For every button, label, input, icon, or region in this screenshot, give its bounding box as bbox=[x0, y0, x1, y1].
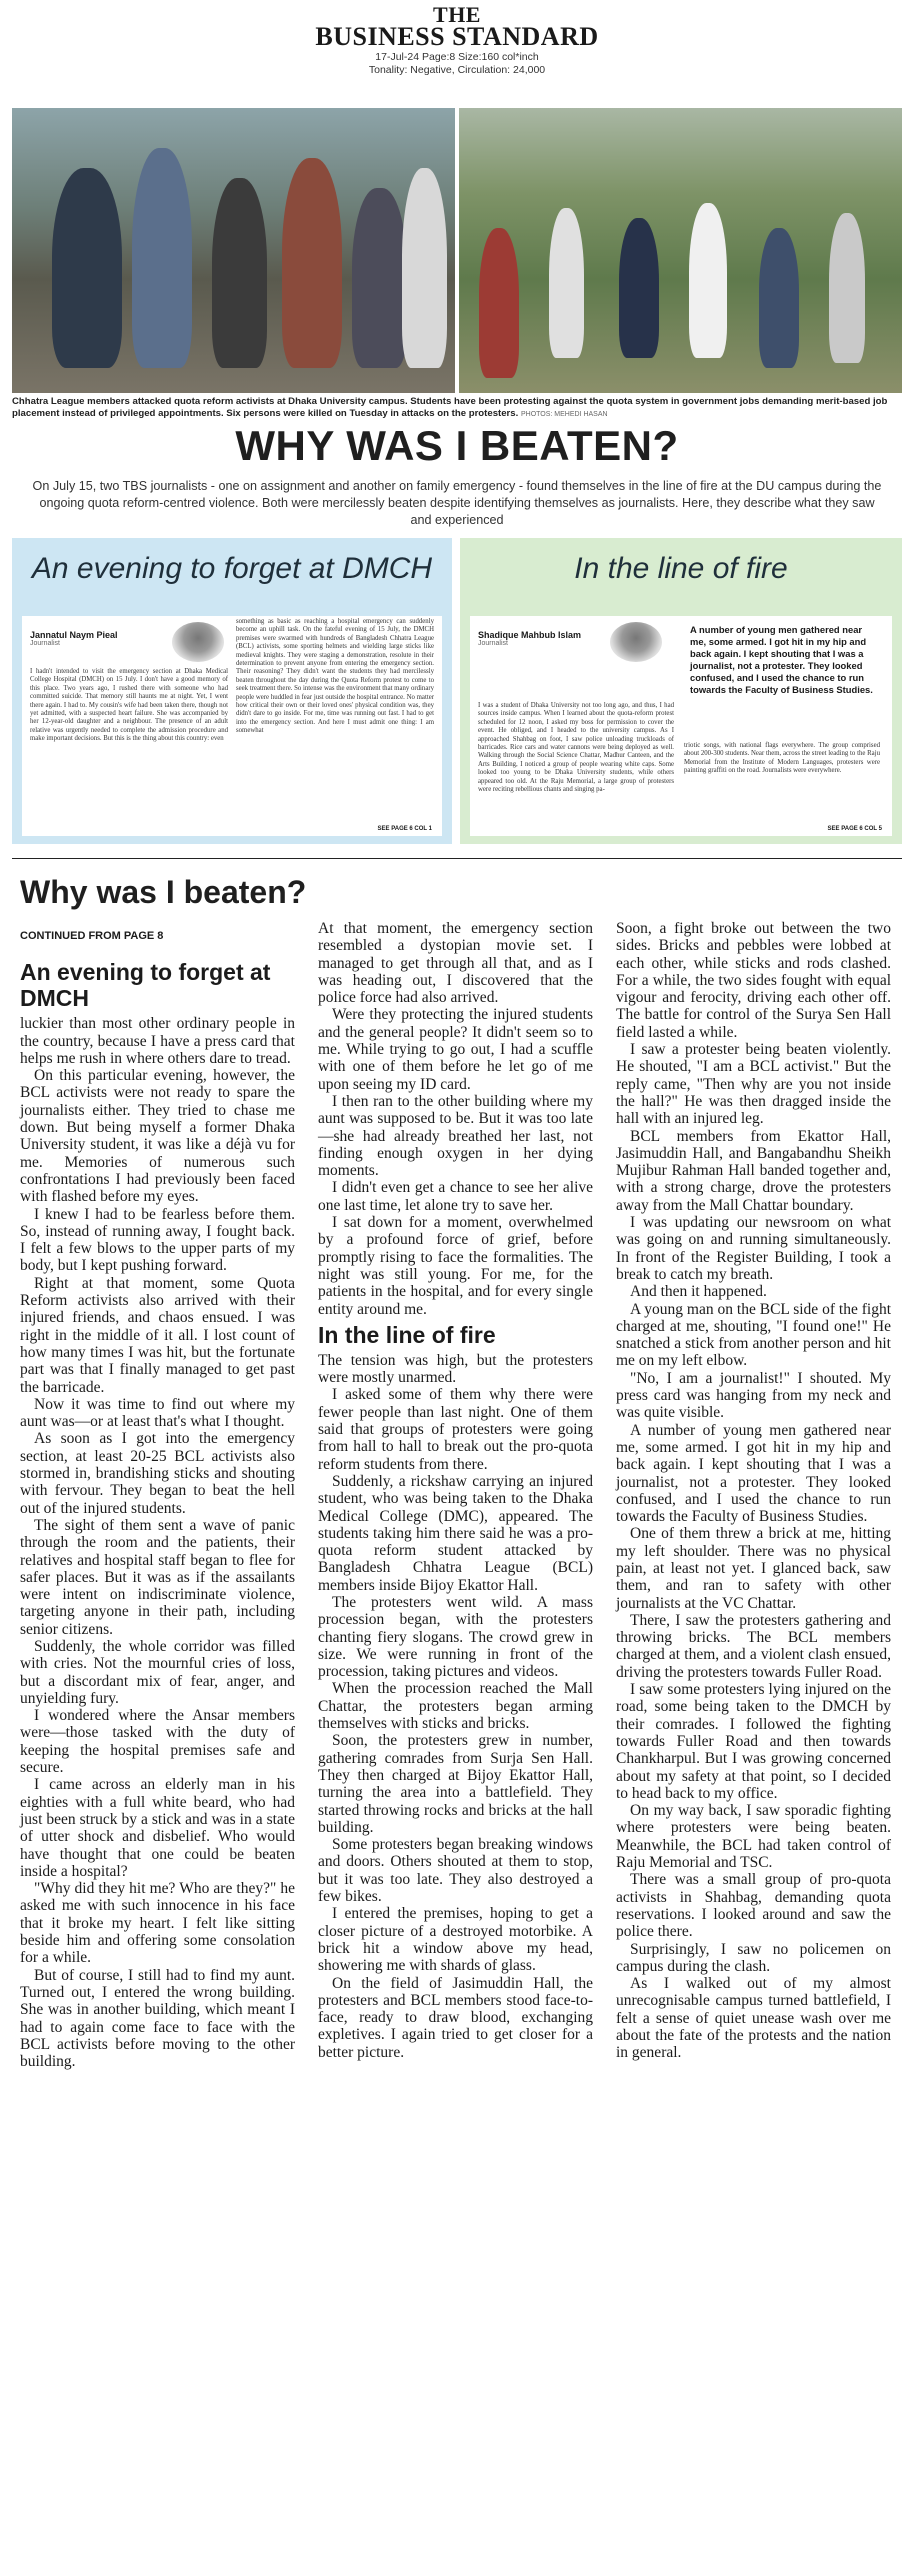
meta-line-2: Tonality: Negative, Circulation: 24,000 bbox=[368, 64, 546, 76]
article-paragraph: And then it happened. bbox=[630, 1283, 767, 1301]
see-page-link[interactable]: SEE PAGE 6 COL 1 bbox=[377, 826, 432, 832]
byline-right bbox=[478, 630, 581, 647]
article-paragraph: Right at that moment, some Quota Reform activists also arrived with their injured friends, and chaos ensued. I was right in the middle of it all. I lost count of how many times I was hit, but the fortunate part was that I finally managed to get past the barricade. bbox=[20, 1274, 295, 1396]
article-paragraph: "Why did they hit me? Who are they?" he asked me with such innocence in his face that it broke my heart. I felt like sitting beside him and offering some consolation for a while. bbox=[20, 1880, 295, 1967]
byline-left bbox=[30, 630, 118, 647]
article-paragraph: I came across an elderly man in his eighties with a full white beard, who had just been struck by a stick and was in a state of utter shock and disbelief. Who would have thought that one could be beaten inside a hospital? bbox=[20, 1776, 295, 1880]
caption-text: Chhatra League members attacked quota reform activists at Dhaka University campus. Students have been protesting against the quota system in government jobs demanding merit-based job placement instead of privileged appointments. Six persons were killed on Tuesday in attacks on the protesters. bbox=[12, 396, 888, 419]
article-paragraph: On this particular evening, however, the BCL activists were not ready to spare the journalists either. They tried to chase me down. But being myself a former Dhaka University student, it was like a déjà vu for me. Memories of numerous such confrontations I had previously been faced with flashed before my eyes. bbox=[20, 1067, 295, 1206]
article-paragraph: There, I saw the protesters gathering and throwing bricks. The BCL members charged at them, and a violent clash ensued, driving the protesters towards Fuller Road. bbox=[616, 1611, 891, 1681]
clipping-meta bbox=[0, 51, 914, 77]
author-avatar bbox=[610, 622, 662, 662]
panel-dmch bbox=[12, 538, 452, 844]
brand-logo bbox=[0, 2, 914, 51]
photo-strip bbox=[12, 108, 902, 393]
subheading-dmch: An evening to forget at DMCH bbox=[20, 959, 271, 1012]
column-3 bbox=[616, 920, 891, 2062]
masthead bbox=[0, 4, 914, 77]
column-2 bbox=[318, 920, 593, 2061]
subheading-line-of-fire: In the line of fire bbox=[318, 1321, 496, 1348]
article-paragraph: I asked some of them why there were fewer people than last night. One of them said that groups of protesters were going from hall to hall to break out the pro-quota reform students from there. bbox=[318, 1386, 593, 1473]
pull-quote: A number of young men gathered near me, some armed. I got hit in my hip and back again. I kept shouting that I was a journalist, not a protester. They looked confused, and I used the chance to run towards the Faculty of Business Studies. bbox=[690, 624, 873, 695]
article-paragraph: The protesters went wild. A mass procession began, with the protesters chanting fiery slogans. The crowd grew in size. We were running in front of the procession, taking pictures and videos. bbox=[318, 1593, 593, 1681]
see-page-link[interactable]: SEE PAGE 6 COL 5 bbox=[827, 826, 882, 832]
author-role: Journalist bbox=[30, 640, 60, 647]
photo-caption bbox=[12, 396, 902, 421]
panel-dmch-title: An evening to forget at DMCH bbox=[31, 552, 433, 585]
continued-title: Why was I beaten? bbox=[20, 874, 307, 910]
article-paragraph: I didn't even get a chance to see her alive one last time, let alone try to save her. bbox=[318, 1179, 593, 1214]
headline: WHY WAS I BEATEN? bbox=[235, 422, 679, 469]
continued-label: CONTINUED FROM PAGE 8 bbox=[20, 930, 164, 942]
article-paragraph: Soon, a fight broke out between the two sides. Bricks and pebbles were lobbed at each other, while sticks and rods clashed. For a while, the two sides fought with equal vigour and ferocity, driving each other off. The battle for control of the Surya Sen Hall field lasted a while. bbox=[616, 920, 891, 1041]
article-paragraph: Were they protecting the injured students and the general people? It didn't seem so to me. While trying to go out, I had a scuffle with one of them before he let go of me upon seeing my ID card. bbox=[318, 1006, 593, 1093]
author-name: Shadique Mahbub Islam bbox=[478, 630, 582, 640]
article-paragraph: I saw a protester being beaten violently. He shouted, "I am a BCL activist." But the reply came, "Then why are you not inside the hall?" He was then dragged inside the hall with an injured leg. bbox=[616, 1041, 891, 1128]
article-paragraph: I knew I had to be fearless before them. So, instead of running away, I fought back. I felt a few blows to the upper parts of my body, but I kept pushing forward. bbox=[20, 1205, 295, 1275]
photo-right-clash bbox=[459, 108, 902, 393]
column-1 bbox=[20, 928, 295, 2070]
article-paragraph: The sight of them sent a wave of panic through the room and the patients, their relatives and hospital staff began to flee for safer places. But it was as if the assailants were intent on indiscriminate violence, targeting anyone in their path, including senior citizens. bbox=[20, 1516, 295, 1638]
article-paragraph: As soon as I got into the emergency section, at least 20-25 BCL activists also stormed in, brandishing sticks and shouting with fervour. They began to beat the hell out of the injured students. bbox=[20, 1430, 295, 1517]
article-paragraph: When the procession reached the Mall Chattar, the protesters began arming themselves with sticks and bricks. bbox=[318, 1680, 593, 1733]
article-paragraph: As I walked out of my almost unrecognisable campus turned battlefield, I felt a sense of quiet unease wash over me about the fate of the protests and the nation in general. bbox=[616, 1975, 891, 2062]
article-paragraph: There was a small group of pro-quota activists in Shahbag, demanding quota reservations. I looked around and saw the police there. bbox=[616, 1871, 891, 1941]
standfirst: On July 15, two TBS journalists - one on assignment and another on family emergency - found themselves in the line of fire at the DU campus during the ongoing quota reform-centred violence. Both were mercilessly beaten despite identifying themselves as journalists. Here, they describe what they saw and experienced bbox=[32, 479, 882, 527]
article-paragraph: Some protesters began breaking windows and doors. Others shouted at them to stop, but it was too late. They also destroyed a few bikes. bbox=[318, 1836, 593, 1906]
article-paragraph: I then ran to the other building where my aunt was supposed to be. But it was too late—she had already breathed her last, not finding enough oxygen in her dying moments. bbox=[318, 1092, 593, 1180]
article-paragraph: On the field of Jasimuddin Hall, the protesters and BCL members stood face-to-face, ready to draw blood, exchanging expletives. I again tried to get closer for a better picture. bbox=[318, 1974, 593, 2061]
divider bbox=[12, 858, 902, 859]
article-paragraph: I sat down for a moment, overwhelmed by a profound force of grief, before promptly rising to face the formalities. The night was still young. For me, for the patients in the hospital, and for every single entity around me. bbox=[318, 1214, 593, 1318]
panel-dmch-col-1: I hadn't intended to visit the emergency section at Dhaka Medical College Hospital (DMCH) on 15 July. I don't have a good memory of this place. Two years ago, I rushed there with someone who had committed suicide. That memory still haunts me at night. Yet, I went there again. I had to. My cousin's wife had been taken there, though not yet admitted, with a suspected heart failure. She was accompanied by her 12-year-old daughter and a neighbour. The presence of an adult relative was urgently needed to complete the admission procedure and make important decisions. But this is the thing about this country: even bbox=[30, 668, 228, 743]
article-paragraph: luckier than most other ordinary people in the country, because I have a press card that helps me rush in where others dare to tread. bbox=[20, 1015, 295, 1067]
article-paragraph: Surprisingly, I saw no policemen on campus during the clash. bbox=[616, 1940, 891, 1975]
article-paragraph: At that moment, the emergency section resembled a dystopian movie set. I managed to get through all that, and as I was heading out, I discovered that the police force had also arrived. bbox=[318, 920, 593, 1007]
article-paragraph: "No, I am a journalist!" I shouted. My press card was hanging from my neck and was quite visible. bbox=[616, 1369, 891, 1422]
article-paragraph: I was updating our newsroom on what was going on and running simultaneously. In front of the Register Building, I took a break to catch my breath. bbox=[616, 1214, 891, 1283]
article-paragraph: The tension was high, but the protesters were mostly unarmed. bbox=[318, 1351, 593, 1387]
article-paragraph: I saw some protesters lying injured on the road, some being taken to the DMCH by their comrades. I followed the fighting towards Fuller Road and then towards Chankharpul. But I was growing concerned about my safety at that point, so I decided to head back to my office. bbox=[616, 1681, 891, 1802]
meta-line-1: 17-Jul-24 Page:8 Size:160 col*inch bbox=[375, 51, 539, 63]
panel-dmch-body bbox=[22, 616, 442, 836]
panel-fire-col-2: triotic songs, with national flags everywhere. The group comprised about 200-300 students. Near them, across the street leading to the Raju Memorial from the Institute of Modern Languages, protesters were painting graffiti on the road. Journalists were everywhere. bbox=[684, 742, 880, 775]
photo-credit: PHOTOS: MEHEDI HASAN bbox=[520, 411, 608, 418]
article-paragraph: I wondered where the Ansar members were—those tasked with the duty of keeping the hospital premises safe and secure. bbox=[20, 1707, 295, 1777]
photo-left-clash bbox=[12, 108, 455, 393]
panel-line-of-fire bbox=[460, 538, 902, 844]
panel-fire-title: In the line of fire bbox=[574, 552, 788, 585]
author-role: Journalist bbox=[478, 640, 508, 647]
brand-the: THE bbox=[433, 2, 481, 27]
article-paragraph: Suddenly, a rickshaw carrying an injured student, who was being taken to the Dhaka Medical College (DMC), appeared. The students taking him there said he was a pro-quota reform student attacked by Bangladesh Chhatra League (BCL) members inside Bijoy Ekattor Hall. bbox=[318, 1472, 593, 1594]
article-paragraph: One of them threw a brick at me, hitting my left shoulder. There was no physical pain, at least not yet. I glanced back, saw them, and ran to safety with other journalists at the VC Chattar. bbox=[616, 1525, 891, 1612]
article-paragraph: BCL members from Ekattor Hall, Jasimuddin Hall, and Bangabandhu Sheikh Mujibur Rahman Hall banded together and, with a strong charge, drove the protesters away from the Mall Chattar boundary. bbox=[616, 1127, 891, 1214]
author-avatar bbox=[172, 622, 224, 662]
author-name: Jannatul Naym Pieal bbox=[30, 630, 118, 640]
article-paragraph: Soon, the protesters grew in number, gathering comrades from Surja Sen Hall. They then charged at Bijoy Ekattor Hall, turning the area into a battlefield. They started throwing rocks and bricks at the hall building. bbox=[318, 1732, 593, 1836]
article-paragraph: A young man on the BCL side of the fight charged at me, shouting, "I found one!" He snatched a stick from another person and hit me on my left elbow. bbox=[616, 1300, 891, 1370]
panel-dmch-col-2: something as basic as reaching a hospital emergency can suddenly become an uphill task. On the fateful evening of 15 July, the DMCH premises were swarmed with hundreds of Bangladesh Chhatra League (BCL) activists, some sporting helmets and wielding large sticks like medieval knights. They were staging a demonstration, resolute in their determination to prevent anyone from entering the emergency section. Their reasoning? They didn't want the students they had mercilessly beaten throughout the day during the Quota Reform protest to come to seek treatment there. So intense was the environment that many ordinary people were huddled in fear just outside the hospital entrance. No matter how critical their own or their loved ones' physical condition was, they didn't dare to go inside. For me, time was running out fast. I had to get into the emergency section. And here I must admit one thing: I am somewhat bbox=[236, 618, 434, 735]
article-paragraph: On my way back, I saw sporadic fighting where protesters were being beaten. Meanwhile, the BCL had taken control of Raju Memorial and TSC. bbox=[616, 1802, 891, 1872]
article-paragraph: A number of young men gathered near me, some armed. I got hit in my hip and back again. I kept shouting that I was a journalist, not a protester. They looked confused, and I used the chance to run towards the Faculty of Business Studies. bbox=[616, 1421, 891, 1526]
article-paragraph: But of course, I still had to find my aunt. Turned out, I entered the wrong building. She was in another building, which meant I had to again come face to face with the BCL activists before moving to the other building. bbox=[20, 1966, 295, 2071]
article-paragraph: Suddenly, the whole corridor was filled with cries. Not the mournful cries of loss, but a discordant mix of fear, anger, and unyielding fury. bbox=[20, 1637, 295, 1707]
article-paragraph: Now it was time to find out where my aunt was—or at least that's what I thought. bbox=[20, 1395, 295, 1431]
brand-name: BUSINESS STANDARD bbox=[315, 22, 599, 51]
panel-fire-col-1: I was a student of Dhaka University not too long ago, and thus, I had sources inside campus. When I learned about the quota-reform protest scheduled for 12 noon, I asked my boss for permission to cover the event. He obliged, and I headed to the university campus. As I approached Shahbag on foot, I saw police unloading truckloads of barricades. Rice cars and water cannons were being deployed as well. Walking through the Social Science Chattar, Madhur Canteen, and the Arts Building, I noticed a group of people wearing white caps. Some looked too young to be Dhaka University students, while others appeared too old. At the Raju Memorial, a large group of protesters were reciting rebellious chants and singing pa- bbox=[478, 702, 674, 794]
panel-fire-body bbox=[470, 616, 892, 836]
article-paragraph: I entered the premises, hoping to get a closer picture of a destroyed motorbike. A brick hit a window above my head, showering me with shards of glass. bbox=[318, 1905, 593, 1975]
